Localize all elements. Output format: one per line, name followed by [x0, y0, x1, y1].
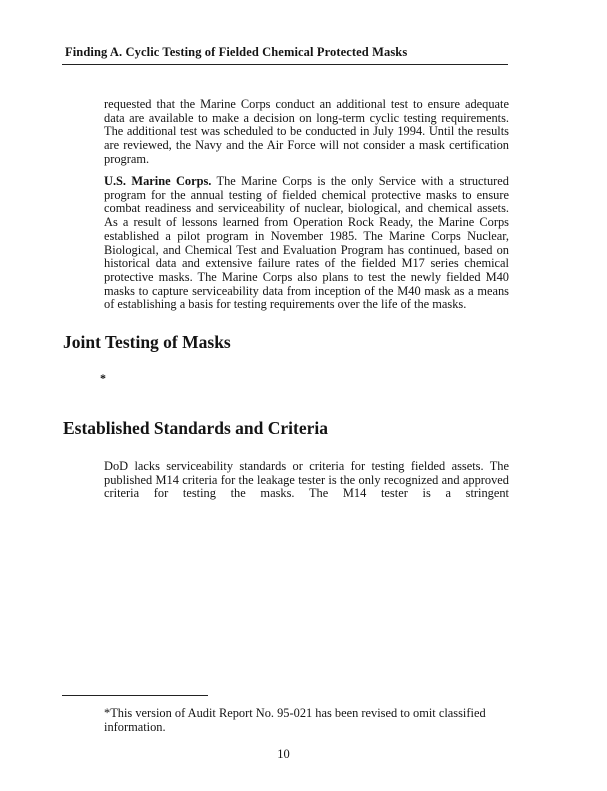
- section-heading-standards: Established Standards and Criteria: [63, 418, 328, 438]
- paragraph-body: The Marine Corps is the only Service with a structured program for the annual testing of fielded chemical protective masks to ensure combat readiness and serviceability of nuclear, biological, and chemical assets. As a result of lessons learned from Operation Rock Ready, the Marine Corps established a pilot program in November 1985. The Marine Corps Nuclear, Biological, and Chemical Test and Evaluation Program has continued, based on historical data and extensive failure rates of the fielded M17 series chemical protective masks. The Marine Corps also plans to test the newly fielded M40 masks to capture serviceability data from inception of the M40 mask as a means of establishing a basis for testing requirements over the life of the masks.: [104, 174, 509, 312]
- paragraph-run-in-heading: U.S. Marine Corps.: [104, 174, 212, 188]
- footnote-rule: [62, 695, 208, 696]
- header-rule: [62, 64, 508, 65]
- redaction-marker: *: [100, 371, 106, 385]
- running-header: Finding A. Cyclic Testing of Fielded Chemical Protected Masks: [65, 45, 408, 59]
- page-number: 10: [277, 747, 290, 761]
- paragraph-dod-standards: DoD lacks serviceability standards or criteria for testing fielded assets. The published M14 criteria for the leakage tester is the only recognized and approved criteria for testing the masks. The M14 tester is a stringent: [104, 459, 509, 501]
- paragraph-marine-corps: [104, 175, 509, 312]
- section-heading-joint-testing: Joint Testing of Masks: [63, 332, 231, 352]
- paragraph-mask-certification: requested that the Marine Corps conduct an additional test to ensure adequate data are available to make a decision on long-term cyclic testing requirements. The additional test was scheduled to be conducted in July 1994. Until the results are reviewed, the Navy and the Air Force will not consider a mask certification program.: [104, 97, 509, 166]
- footnote: *This version of Audit Report No. 95-021 has been revised to omit classified information.: [104, 706, 486, 734]
